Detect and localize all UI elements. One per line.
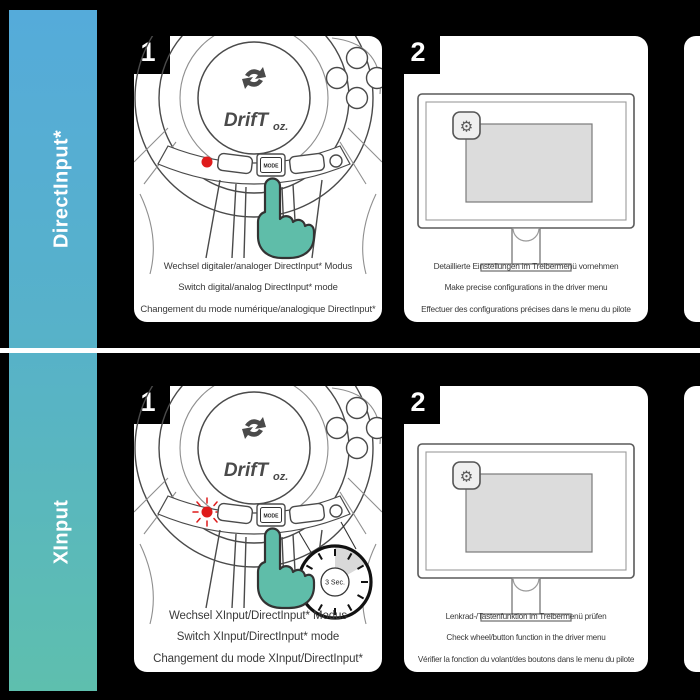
second-led [330,155,342,167]
face-button [347,88,368,109]
face-button [327,418,348,439]
svg-text:⚙: ⚙ [459,468,474,486]
caption-fr: Vérifier la fonction du volant/des boutons dans le menu du pilote [417,654,635,664]
monitor-illustration [404,36,648,286]
cropped-next-panel-edge [684,386,700,672]
svg-text:⚙: ⚙ [459,118,474,136]
step-number-badge: 1 [126,30,170,74]
gear-icon [453,112,480,139]
sidebar-label-directinput: DirectInput* [50,129,73,249]
mode-button-label: MODE [263,513,279,520]
xinput-step2-panel [404,386,648,672]
gear-icon [453,462,480,489]
caption-de: Detaillierte Einstellungen im Treibermenü vornehmen [433,260,619,271]
step-number-badge: 1 [126,380,170,424]
console-button-right [289,503,325,524]
caption-de: Lenkrad-/Tastenfunktion im Treibermenü prüfen [445,611,607,621]
driver-menu-window [466,124,592,202]
caption-en: Switch digital/analog DirectInput* mode [178,282,338,293]
steering-wheel-illustration [134,36,382,276]
driver-menu-window [466,474,592,552]
wheel-hub [198,392,310,504]
mode-button-label: MODE [263,163,279,170]
console-button-right [289,153,325,174]
second-led [330,505,342,517]
sidebar-label-xinput: XInput [50,499,73,565]
steering-wheel-illustration [134,386,382,626]
console-button-left [217,503,253,524]
caption-block [140,256,376,321]
drift-logo-text: DrifT [223,460,269,481]
face-button [347,48,368,69]
cropped-next-panel-edge [684,36,700,322]
caption-fr: Changement du mode XInput/DirectInput* [153,652,363,665]
wheel-hub [198,42,310,154]
face-button [367,68,383,89]
face-button [347,398,368,419]
step-number-badge: 2 [396,380,440,424]
caption-block [140,606,376,671]
directinput-step1-panel [134,36,382,322]
section-divider-line [0,348,700,353]
face-button [367,418,383,439]
mode-button [257,504,285,526]
caption-block [410,256,642,321]
face-button [347,438,368,459]
timer-label: 3 Sec. [325,579,345,587]
console-button-left [217,153,253,174]
caption-en: Switch XInput/DirectInput* mode [176,631,340,643]
caption-de: Wechsel digitaler/analoger DirectInput* Modus [163,260,353,272]
drift-logo-sub: oz. [273,471,289,483]
face-button [327,68,348,89]
drift-logo-sub: oz. [273,121,289,133]
mode-led [202,507,213,518]
mode-led [202,157,213,168]
caption-block [410,606,642,671]
drift-logo-text: DrifT [223,110,269,131]
caption-fr: Changement du mode numérique/analogique DirectInput* [140,303,376,315]
caption-en: Check wheel/button function in the driver menu [446,633,606,642]
caption-en: Make precise configurations in the driver menu [444,282,608,292]
step-number-badge: 2 [396,30,440,74]
monitor-illustration [404,386,648,636]
hand-press-icon [258,179,314,258]
directinput-step2-panel [404,36,648,322]
xinput-step1-panel [134,386,382,672]
caption-de: Wechsel XInput/DirectInput* Modus [168,609,348,622]
mode-button [257,154,285,176]
caption-fr: Effectuer des configurations précises dans le menu du pilote [421,303,631,314]
